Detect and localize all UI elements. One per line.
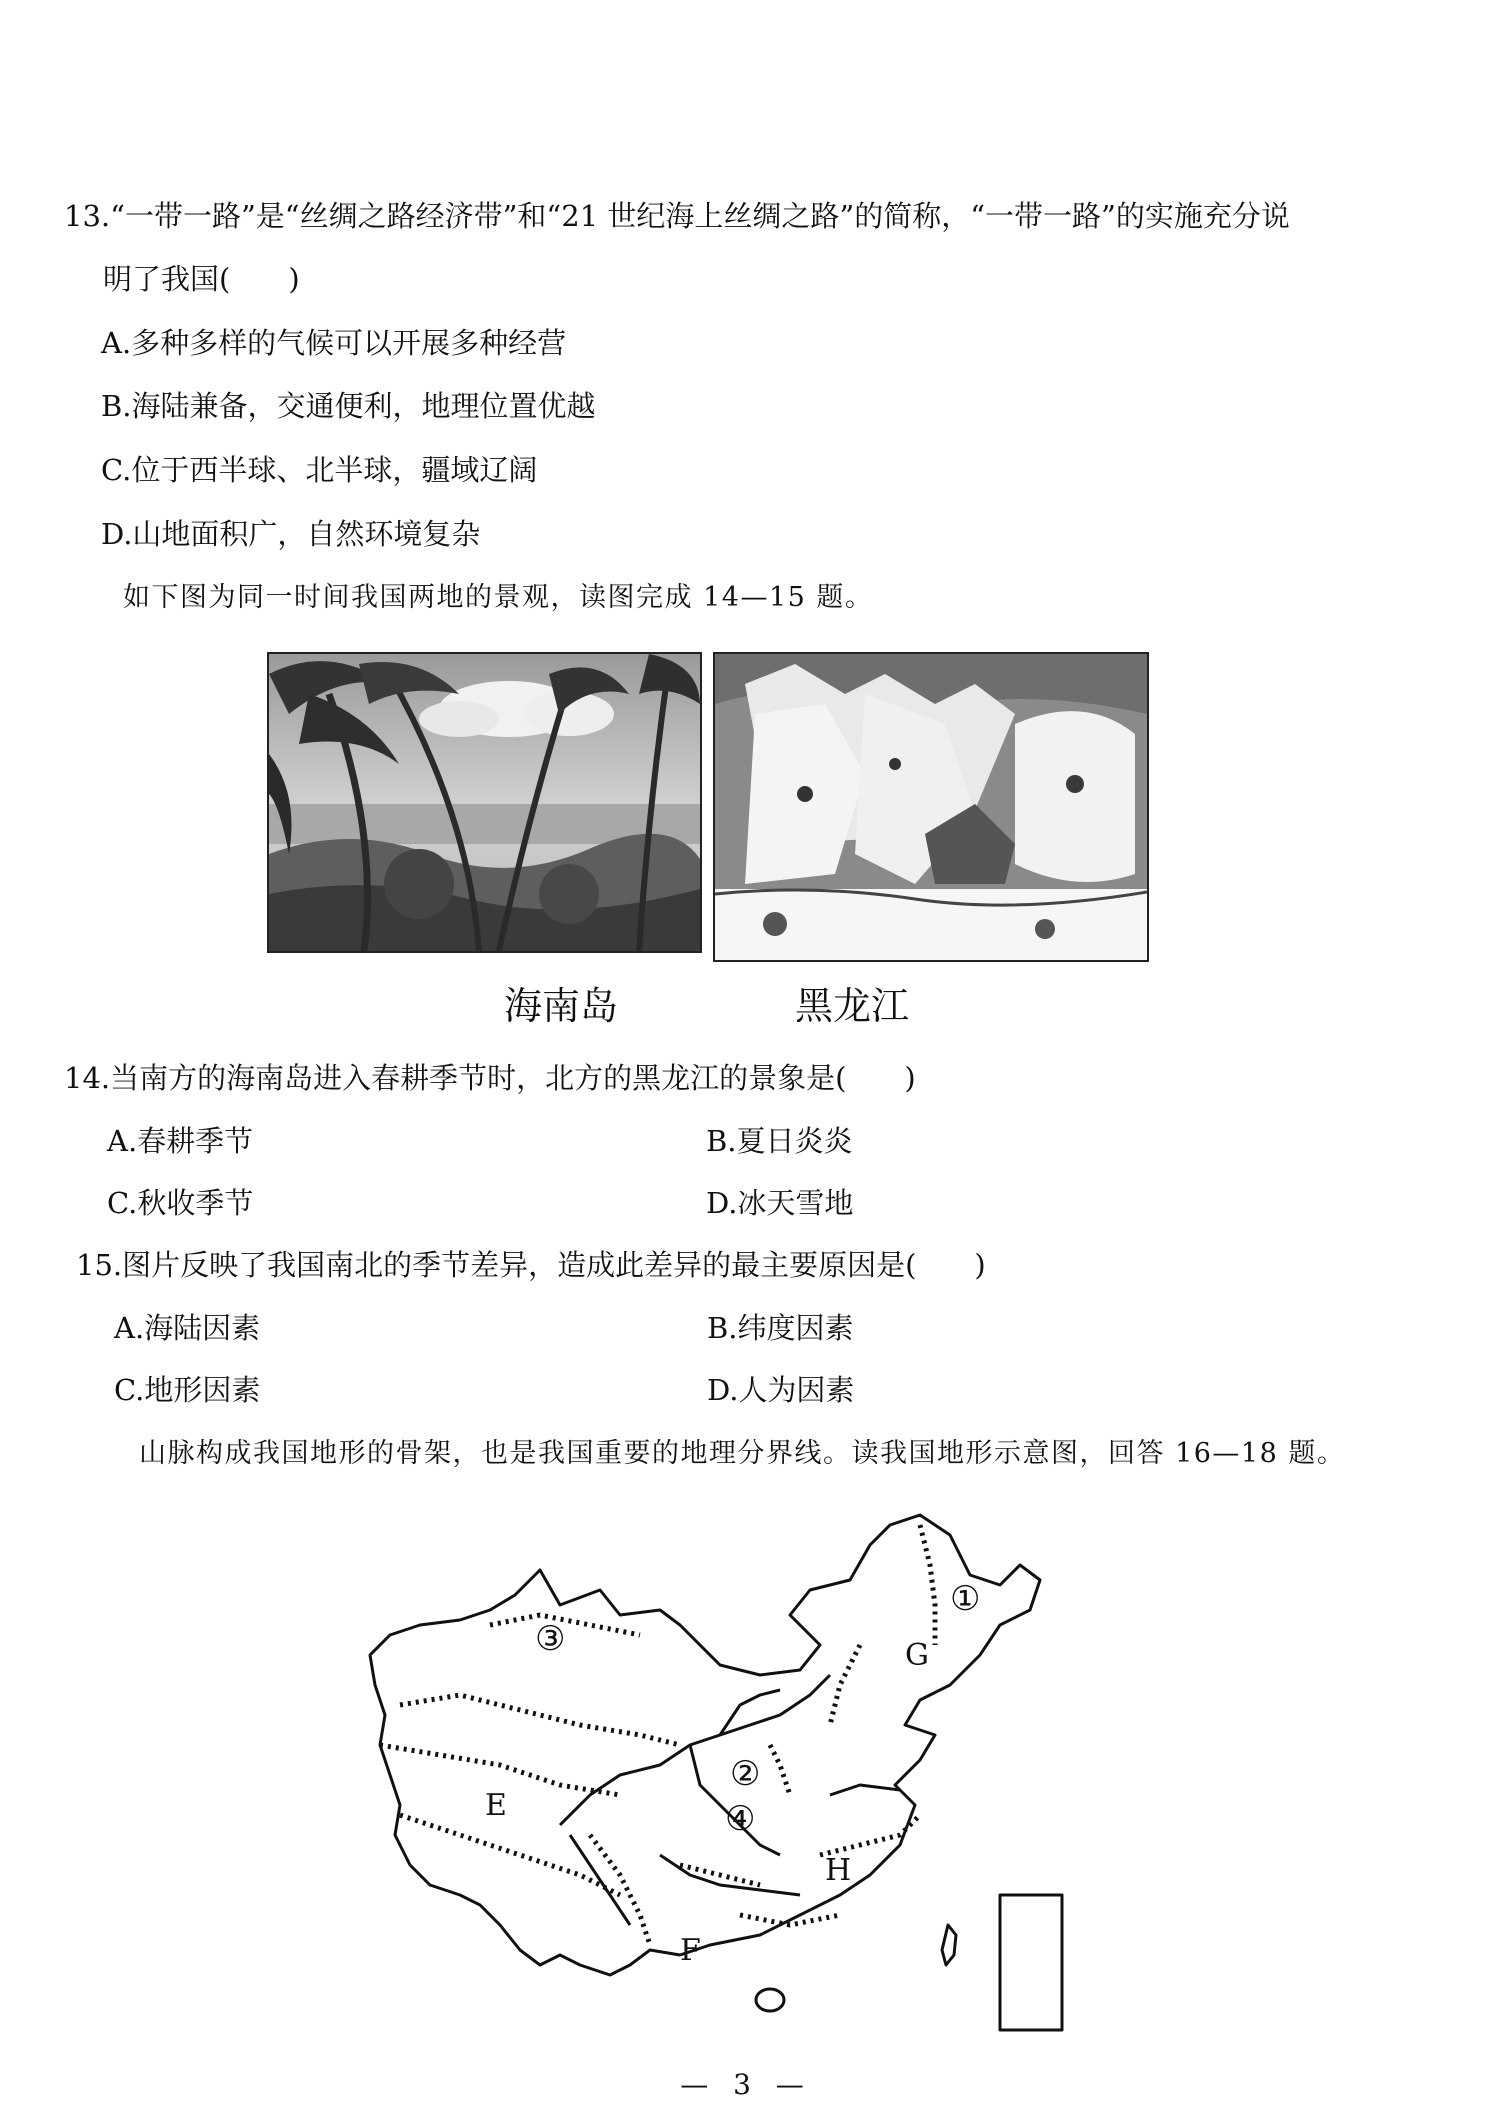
south-sea-inset [1000,1895,1062,2030]
q13-option-c: C.位于西半球、北半球，疆域辽阔 [101,453,538,487]
map-label-1: ① [950,1579,981,1619]
map-label-4: ④ [725,1799,756,1839]
q15-option-d: D.人为因素 [707,1373,855,1407]
caption-hainan: 海南岛 [504,984,619,1028]
q14-option-b: B.夏日炎炎 [706,1124,853,1158]
q14-option-d: D.冰天雪地 [706,1186,854,1220]
china-outline [370,1515,1040,1975]
map-label-f: F [680,1933,701,1968]
hainan-island [756,1989,784,2011]
caption-heilongjiang: 黑龙江 [795,984,910,1028]
q14-option-a: A.春耕季节 [107,1124,254,1158]
intro-16-18: 山脉构成我国地形的骨架，也是我国重要的地理分界线。读我国地形示意图，回答 16—18 题。 [139,1438,1346,1469]
taiwan-island [942,1925,956,1965]
map-label-e: E [485,1788,507,1823]
hainan-photo [267,652,702,953]
q15-option-c: C.地形因素 [114,1373,261,1407]
map-label-h: H [825,1853,852,1888]
map-label-2: ② [730,1754,761,1794]
heilongjiang-photo [713,652,1149,962]
map-label-g: G [905,1638,929,1673]
q13-option-d: D.山地面积广，自然环境复杂 [101,517,481,551]
intro-14-15: 如下图为同一时间我国两地的景观，读图完成 14—15 题。 [123,582,874,613]
q13-stem-line2: 明了我国( ) [103,262,300,296]
map-label-3: ③ [535,1619,566,1659]
q15-option-b: B.纬度因素 [707,1311,854,1345]
q13-option-a: A.多种多样的气候可以开展多种经营 [101,326,567,360]
q13-option-b: B.海陆兼备，交通便利，地理位置优越 [101,389,596,423]
q13-stem-line1: 13.“一带一路”是“丝绸之路经济带”和“21 世纪海上丝绸之路”的简称，“一带一路”的实施充分说 [64,199,1290,233]
q15-option-a: A.海陆因素 [114,1311,261,1345]
china-terrain-map [360,1495,1080,2045]
page-number: — 3 — [680,2068,812,2101]
q15-stem: 15.图片反映了我国南北的季节差异，造成此差异的最主要原因是( ) [76,1248,986,1282]
q14-option-c: C.秋收季节 [107,1186,254,1220]
q14-stem: 14.当南方的海南岛进入春耕季节时，北方的黑龙江的景象是( ) [64,1061,916,1095]
